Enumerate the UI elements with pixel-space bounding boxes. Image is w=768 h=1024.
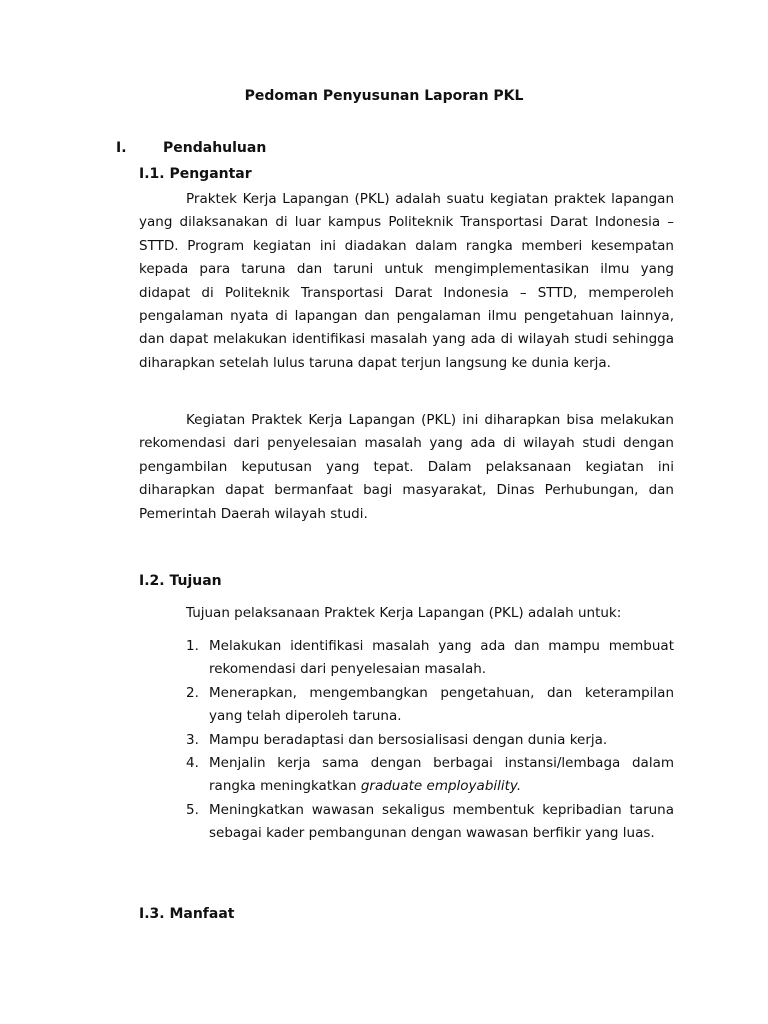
paragraph-pengantar-1: Praktek Kerja Lapangan (PKL) adalah suatu kegiatan praktek lapangan yang dilaksanakan di luar kampus Politeknik Transportasi Darat Indonesia – STTD. Program kegiatan ini diadakan dalam rangka memberi kesempatan kepada para taruna dan taruni untuk mengimplementasikan ilmu yang didapat di Politeknik Transportasi Darat Indonesia – STTD, memperoleh pengalaman nyata di lapangan dan pengalaman ilmu pengetahuan lainnya, dan dapat melakukan identifikasi masalah yang ada di wilayah studi sehingga diharapkan setelah lulus taruna dapat terjun langsung ke dunia kerja.	[139, 191, 674, 371]
list-item	[186, 752, 674, 799]
list-item-number: 2.	[186, 684, 199, 701]
chapter-title: Pendahuluan	[163, 140, 267, 156]
list-item-number: 3.	[186, 731, 199, 748]
paragraph-pengantar-2: Kegiatan Praktek Kerja Lapangan (PKL) ini diharapkan bisa melakukan rekomendasi dari penyelesaian masalah yang ada di wilayah studi dengan pengambilan keputusan yang tepat. Dalam pelaksanaan kegiatan ini diharapkan dapat bermanfaat bagi masyarakat, Dinas Perhubungan, dan Pemerintah Daerah wilayah studi.	[139, 412, 674, 522]
list-item-number: 1.	[186, 638, 199, 654]
list-item-text: Melakukan identifikasi masalah yang ada dan mampu membuat rekomendasi dari penyelesaian masalah.	[209, 638, 674, 678]
chapter-number: I.	[116, 140, 127, 156]
section-heading-pengantar: I.1. Pengantar	[139, 166, 252, 182]
list-item-number: 5.	[186, 801, 199, 818]
list-item-number: 4.	[186, 755, 199, 772]
section-heading-manfaat: I.3. Manfaat	[139, 906, 235, 922]
list-item-text: Meningkatkan wawasan sekaligus membentuk kepribadian taruna sebagai kader pembangunan dengan wawasan berfikir yang luas.	[209, 801, 674, 842]
list-item-text	[209, 755, 674, 794]
list-item-text: Menerapkan, mengembangkan pengetahuan, dan keterampilan yang telah diperoleh taruna.	[209, 684, 674, 725]
list-item-text: Mampu beradaptasi dan bersosialisasi dengan dunia kerja.	[209, 731, 608, 748]
list-item	[186, 682, 674, 729]
tujuan-intro: Tujuan pelaksanaan Praktek Kerja Lapangan (PKL) adalah untuk:	[186, 605, 622, 621]
list-item	[186, 635, 674, 682]
tujuan-list	[186, 635, 674, 846]
document-title: Pedoman Penyusunan Laporan PKL	[244, 88, 524, 104]
list-item-text-plain: Menjalin kerja sama dengan berbagai instansi/lembaga dalam rangka meningkatkan	[209, 755, 674, 795]
list-item	[186, 729, 674, 752]
list-item	[186, 799, 674, 846]
list-item-text-italic: graduate employability.	[360, 778, 522, 795]
section-heading-tujuan: I.2. Tujuan	[139, 573, 222, 589]
